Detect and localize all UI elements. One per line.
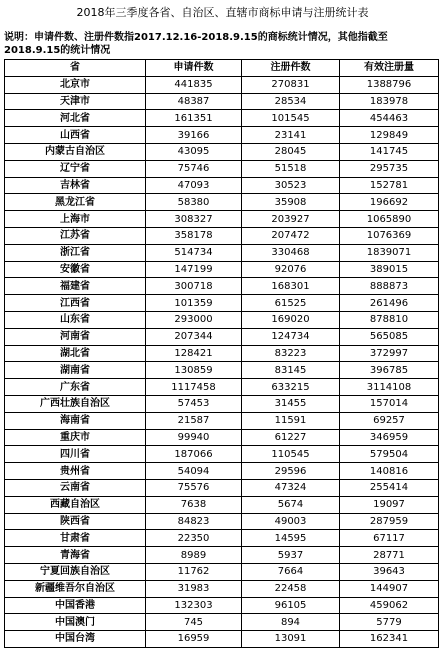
cell-valid-registrations: 346959 (340, 429, 439, 446)
cell-valid-registrations: 28771 (340, 547, 439, 564)
cell-province: 河北省 (5, 110, 146, 127)
cell-province: 上海市 (5, 211, 146, 228)
table-row (5, 110, 439, 127)
cell-province: 中国香港 (5, 597, 146, 614)
cell-valid-registrations: 1388796 (340, 76, 439, 93)
cell-valid-registrations: 19097 (340, 496, 439, 513)
header-valid-registrations: 有效注册量 (340, 60, 439, 77)
table-row (5, 143, 439, 160)
cell-province: 甘肃省 (5, 530, 146, 547)
table-row (5, 513, 439, 530)
cell-province: 天津市 (5, 93, 146, 110)
cell-province: 西藏自治区 (5, 496, 146, 513)
cell-valid-registrations: 162341 (340, 631, 439, 648)
header-registrations: 注册件数 (242, 60, 340, 77)
cell-applications: 99940 (146, 429, 242, 446)
cell-registrations: 124734 (242, 328, 340, 345)
cell-registrations: 5937 (242, 547, 340, 564)
cell-valid-registrations: 67117 (340, 530, 439, 547)
cell-applications: 58380 (146, 194, 242, 211)
cell-valid-registrations: 144907 (340, 580, 439, 597)
cell-valid-registrations: 1065890 (340, 211, 439, 228)
cell-valid-registrations: 878810 (340, 311, 439, 328)
trademark-statistics-table (4, 59, 439, 648)
table-row (5, 614, 439, 631)
cell-valid-registrations: 69257 (340, 412, 439, 429)
cell-province: 新疆维吾尔自治区 (5, 580, 146, 597)
cell-applications: 75746 (146, 160, 242, 177)
cell-applications: 745 (146, 614, 242, 631)
document-title: 2018年三季度各省、自治区、直辖市商标申请与注册统计表 (76, 6, 369, 19)
cell-applications: 187066 (146, 446, 242, 463)
cell-applications: 300718 (146, 278, 242, 295)
cell-valid-registrations: 372997 (340, 345, 439, 362)
cell-applications: 21587 (146, 412, 242, 429)
cell-applications: 207344 (146, 328, 242, 345)
cell-applications: 358178 (146, 227, 242, 244)
cell-registrations: 203927 (242, 211, 340, 228)
table-row (5, 194, 439, 211)
cell-applications: 22350 (146, 530, 242, 547)
cell-registrations: 207472 (242, 227, 340, 244)
header-province: 省 (5, 60, 146, 77)
cell-applications: 54094 (146, 463, 242, 480)
cell-registrations: 35908 (242, 194, 340, 211)
cell-valid-registrations: 287959 (340, 513, 439, 530)
cell-applications: 47093 (146, 177, 242, 194)
table-row (5, 127, 439, 144)
cell-province: 广东省 (5, 379, 146, 396)
cell-applications: 57453 (146, 395, 242, 412)
cell-registrations: 110545 (242, 446, 340, 463)
cell-province: 北京市 (5, 76, 146, 93)
cell-valid-registrations: 183978 (340, 93, 439, 110)
cell-applications: 1117458 (146, 379, 242, 396)
table-row (5, 379, 439, 396)
cell-applications: 308327 (146, 211, 242, 228)
table-row (5, 177, 439, 194)
cell-registrations: 47324 (242, 479, 340, 496)
table-header-row (5, 60, 439, 77)
cell-registrations: 14595 (242, 530, 340, 547)
table-row (5, 547, 439, 564)
cell-registrations: 96105 (242, 597, 340, 614)
cell-registrations: 61525 (242, 295, 340, 312)
cell-province: 安徽省 (5, 261, 146, 278)
cell-applications: 11762 (146, 563, 242, 580)
cell-province: 黑龙江省 (5, 194, 146, 211)
cell-registrations: 28045 (242, 143, 340, 160)
cell-province: 山东省 (5, 311, 146, 328)
cell-applications: 101359 (146, 295, 242, 312)
cell-valid-registrations: 3114108 (340, 379, 439, 396)
cell-valid-registrations: 579504 (340, 446, 439, 463)
cell-province: 辽宁省 (5, 160, 146, 177)
cell-applications: 128421 (146, 345, 242, 362)
note-line-1: 说明：申请件数、注册件数指2017.12.16-2018.9.15的商标统计情况，其他指截至 (4, 32, 388, 43)
table-row (5, 563, 439, 580)
cell-applications: 39166 (146, 127, 242, 144)
table-row (5, 227, 439, 244)
cell-applications: 147199 (146, 261, 242, 278)
cell-registrations: 22458 (242, 580, 340, 597)
cell-valid-registrations: 5779 (340, 614, 439, 631)
cell-applications: 31983 (146, 580, 242, 597)
cell-applications: 43095 (146, 143, 242, 160)
table-row (5, 76, 439, 93)
cell-province: 江西省 (5, 295, 146, 312)
cell-applications: 441835 (146, 76, 242, 93)
cell-province: 陕西省 (5, 513, 146, 530)
cell-valid-registrations: 1839071 (340, 244, 439, 261)
cell-applications: 514734 (146, 244, 242, 261)
header-applications: 申请件数 (146, 60, 242, 77)
cell-valid-registrations: 295735 (340, 160, 439, 177)
cell-registrations: 168301 (242, 278, 340, 295)
explanatory-note (4, 31, 440, 57)
table-row (5, 463, 439, 480)
table-row (5, 597, 439, 614)
table-row (5, 479, 439, 496)
cell-registrations: 23141 (242, 127, 340, 144)
table-row (5, 160, 439, 177)
cell-province: 广西壮族自治区 (5, 395, 146, 412)
cell-registrations: 31455 (242, 395, 340, 412)
cell-applications: 161351 (146, 110, 242, 127)
table-row (5, 295, 439, 312)
cell-province: 内蒙古自治区 (5, 143, 146, 160)
table-row (5, 93, 439, 110)
cell-registrations: 83223 (242, 345, 340, 362)
table-row (5, 311, 439, 328)
cell-registrations: 51518 (242, 160, 340, 177)
cell-province: 湖南省 (5, 362, 146, 379)
cell-applications: 84823 (146, 513, 242, 530)
cell-province: 湖北省 (5, 345, 146, 362)
cell-province: 江苏省 (5, 227, 146, 244)
cell-applications: 8989 (146, 547, 242, 564)
table-body (5, 76, 439, 647)
cell-valid-registrations: 396785 (340, 362, 439, 379)
cell-province: 山西省 (5, 127, 146, 144)
cell-valid-registrations: 141745 (340, 143, 439, 160)
table-row (5, 530, 439, 547)
table-row (5, 412, 439, 429)
cell-valid-registrations: 152781 (340, 177, 439, 194)
cell-applications: 16959 (146, 631, 242, 648)
cell-province: 中国澳门 (5, 614, 146, 631)
cell-valid-registrations: 459062 (340, 597, 439, 614)
cell-applications: 48387 (146, 93, 242, 110)
cell-registrations: 169020 (242, 311, 340, 328)
cell-province: 福建省 (5, 278, 146, 295)
cell-applications: 75576 (146, 479, 242, 496)
table-row (5, 446, 439, 463)
cell-valid-registrations: 1076369 (340, 227, 439, 244)
table-row (5, 244, 439, 261)
cell-applications: 7638 (146, 496, 242, 513)
table-row (5, 496, 439, 513)
cell-valid-registrations: 454463 (340, 110, 439, 127)
cell-registrations: 28534 (242, 93, 340, 110)
cell-province: 海南省 (5, 412, 146, 429)
cell-registrations: 101545 (242, 110, 340, 127)
table-row (5, 362, 439, 379)
note-line-2: 2018.9.15的统计情况 (4, 45, 111, 56)
cell-registrations: 49003 (242, 513, 340, 530)
cell-registrations: 11591 (242, 412, 340, 429)
cell-valid-registrations: 261496 (340, 295, 439, 312)
table-row (5, 580, 439, 597)
cell-registrations: 61227 (242, 429, 340, 446)
cell-valid-registrations: 565085 (340, 328, 439, 345)
cell-province: 四川省 (5, 446, 146, 463)
cell-province: 河南省 (5, 328, 146, 345)
cell-registrations: 29596 (242, 463, 340, 480)
cell-province: 吉林省 (5, 177, 146, 194)
cell-province: 宁夏回族自治区 (5, 563, 146, 580)
table-row (5, 278, 439, 295)
cell-applications: 132303 (146, 597, 242, 614)
cell-registrations: 633215 (242, 379, 340, 396)
table-row (5, 631, 439, 648)
cell-valid-registrations: 196692 (340, 194, 439, 211)
cell-registrations: 13091 (242, 631, 340, 648)
cell-province: 贵州省 (5, 463, 146, 480)
table-row (5, 345, 439, 362)
cell-province: 重庆市 (5, 429, 146, 446)
cell-valid-registrations: 129849 (340, 127, 439, 144)
cell-province: 云南省 (5, 479, 146, 496)
cell-valid-registrations: 140816 (340, 463, 439, 480)
table-row (5, 328, 439, 345)
table-row (5, 261, 439, 278)
cell-registrations: 270831 (242, 76, 340, 93)
cell-valid-registrations: 888873 (340, 278, 439, 295)
cell-province: 青海省 (5, 547, 146, 564)
cell-valid-registrations: 39643 (340, 563, 439, 580)
cell-registrations: 894 (242, 614, 340, 631)
cell-valid-registrations: 157014 (340, 395, 439, 412)
cell-registrations: 5674 (242, 496, 340, 513)
cell-registrations: 330468 (242, 244, 340, 261)
cell-valid-registrations: 255414 (340, 479, 439, 496)
cell-applications: 130859 (146, 362, 242, 379)
cell-registrations: 7664 (242, 563, 340, 580)
cell-registrations: 30523 (242, 177, 340, 194)
cell-registrations: 83145 (242, 362, 340, 379)
table-row (5, 395, 439, 412)
cell-province: 中国台湾 (5, 631, 146, 648)
table-row (5, 429, 439, 446)
cell-province: 浙江省 (5, 244, 146, 261)
cell-registrations: 92076 (242, 261, 340, 278)
table-row (5, 211, 439, 228)
cell-valid-registrations: 389015 (340, 261, 439, 278)
cell-applications: 293000 (146, 311, 242, 328)
